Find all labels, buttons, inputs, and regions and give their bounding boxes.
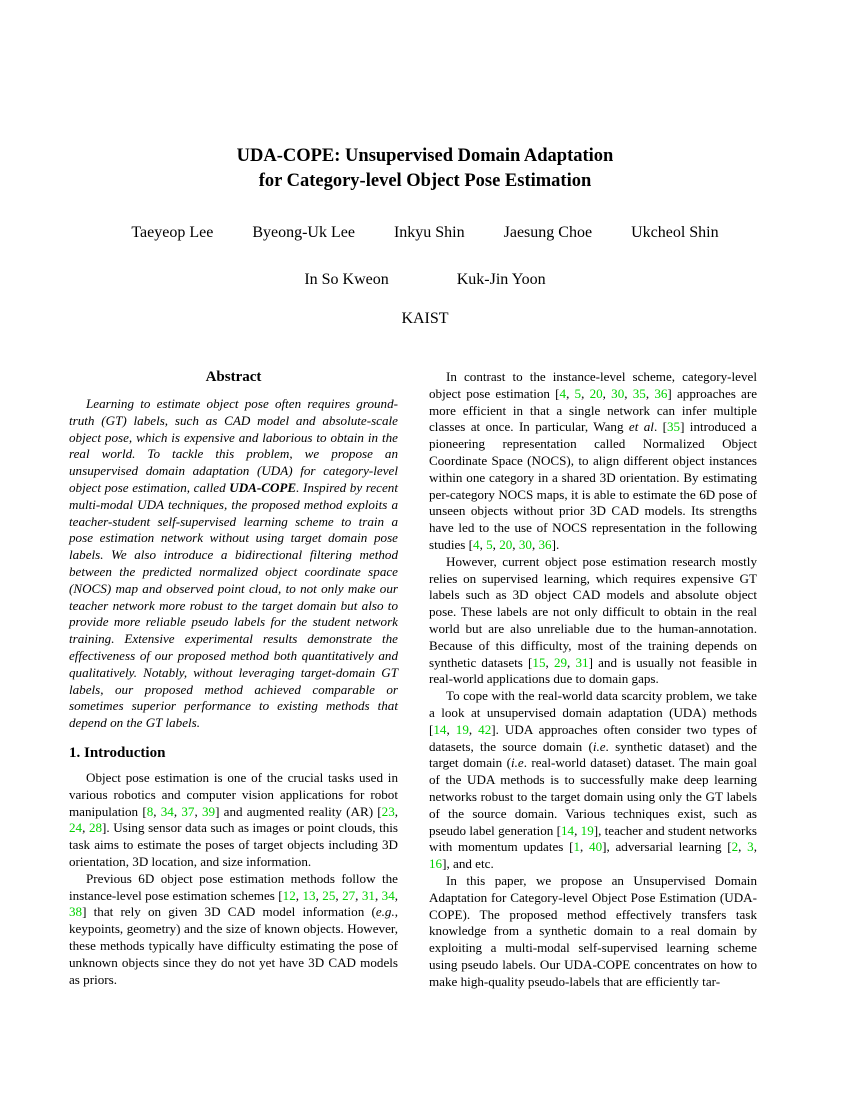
citation-link[interactable]: 19 xyxy=(455,721,469,737)
citation-link[interactable]: 12 xyxy=(282,887,296,903)
citation-link[interactable]: 38 xyxy=(69,904,83,920)
abstract-heading: Abstract xyxy=(205,369,262,385)
citation-link[interactable]: 30 xyxy=(518,536,532,552)
citation-link[interactable]: 25 xyxy=(322,887,336,903)
paragraph: In this paper, we propose an Unsupervised Domain Adaptation for Category-level Object Pose Estimation (UDA-COPE). The proposed method effectively transfers task knowledge from a synthetic domain to a real domain by exploiting a multi-modal self-supervised learning scheme using pseudo labels. Our UDA-COPE concentrates on how to make high-quality pseudo-labels that are efficiently tar- xyxy=(429,872,757,989)
citation-link[interactable]: 1 xyxy=(573,839,581,855)
citation-link[interactable]: 34 xyxy=(160,803,174,819)
citation-link[interactable]: 39 xyxy=(201,803,216,819)
paper-title xyxy=(0,144,850,194)
citation-link[interactable]: 31 xyxy=(575,654,589,670)
citation-link[interactable]: 5 xyxy=(486,536,493,552)
citation-list: 14, 19 xyxy=(561,822,594,838)
citation-list xyxy=(667,419,680,434)
citation-link[interactable]: 36 xyxy=(538,536,552,552)
author-name: Taeyeop Lee xyxy=(131,224,214,241)
citation-link[interactable]: 36 xyxy=(654,385,668,401)
citation-list: 14, 19, 42 xyxy=(433,721,492,737)
section-heading-introduction: 1. Introduction xyxy=(69,744,166,761)
abstract-text: Learning to estimate object pose often requires ground-truth (GT) labels, such as CAD model and absolute-scale object pose, which is expensive and laborious to obtain in the real world. To tackle this problem, we propose an unsupervised domain adaptation (UDA) for category-level object pose estimation, called UDA-COPE. Inspired by recent multi-modal UDA techniques, the proposed method exploits a teacher-student self-supervised learning scheme to train a pose estimation network without using target domain pose labels. We also introduce a bidirectional filtering method between the predicted normalized object coordinate space (NOCS) map and observed point cloud, to not only make our teacher network more robust to the target domain but also to provide more reliable pseudo labels for the student network training. Extensive experimental results demonstrate the effectiveness of our proposed method both quantitatively and qualitatively. Notably, without leveraging target-domain GT labels, our proposed method achieved comparable or sometimes superior performance to existing methods that depend on the GT labels. xyxy=(69,396,398,731)
citation-link[interactable]: 31 xyxy=(361,887,375,903)
method-name: UDA-COPE xyxy=(229,479,297,495)
citation-link[interactable]: 14 xyxy=(561,822,575,838)
citation-link[interactable]: 34 xyxy=(381,887,395,903)
citation-link[interactable]: 42 xyxy=(478,721,492,737)
citation-link[interactable]: 16 xyxy=(429,856,443,872)
citation-link[interactable]: 4 xyxy=(559,385,567,401)
paragraph: In contrast to the instance-level scheme, category-level object pose estimation [4, 5, 20, 30, 35, 36] approaches are more efficient in that a single network can infer multiple classes at once. In particular, Wang et al. [35] introduced a pioneering representation called Normalized Object Coordinate Space (NOCS), to align different object instances within one category in a shared 3D orientation. By estimating per-category NOCS maps, it is able to estimate the 6D pose of unseen objects without prior 3D CAD models. Its strengths have led to the use of NOCS representation in the following studies [4, 5, 20, 30, 36]. xyxy=(429,369,758,552)
left-column xyxy=(69,368,398,988)
author-row-1 xyxy=(0,224,850,242)
author-row-2 xyxy=(0,271,850,289)
title-line-2: for Category-level Object Pose Estimation xyxy=(258,171,592,191)
citation-list: 2, 3, 16 xyxy=(429,839,757,872)
paragraph: However, current object pose estimation research mostly relies on supervised learning, which requires expensive GT labels such as 3D object CAD models and absolute object pose. These labels are not only difficult to obtain in the real world but are also unreliable due to the human-annotation. Because of this difficulty, most of the training depends on synthetic datasets [15, 29, 31] and is usually not feasible in real-world applications due to domain gaps. xyxy=(429,553,758,687)
citation-link[interactable]: 8 xyxy=(146,803,154,819)
citation-link[interactable]: 14 xyxy=(433,721,447,737)
citation-link[interactable]: 35 xyxy=(632,385,646,401)
author-name: Jaesung Choe xyxy=(503,224,593,241)
citation-link[interactable]: 3 xyxy=(747,839,754,855)
citation-link[interactable]: 30 xyxy=(611,385,625,401)
right-column xyxy=(429,369,757,990)
author-name: Byeong-Uk Lee xyxy=(252,224,355,241)
citation-list: 4, 5, 20, 30, 35, 36 xyxy=(559,385,668,401)
citation-link[interactable]: 15 xyxy=(532,654,546,670)
citation-list: 12, 13, 25, 27, 31, 34, 38 xyxy=(69,887,399,920)
citation-list: 23, 24, 28 xyxy=(69,803,399,836)
citation-link[interactable]: 2 xyxy=(731,839,739,855)
title-line-1: UDA-COPE: Unsupervised Domain Adaptation xyxy=(236,146,614,166)
author-name: Kuk-Jin Yoon xyxy=(456,271,546,288)
citation-link[interactable]: 23 xyxy=(381,803,395,819)
citation-link[interactable]: 40 xyxy=(589,839,603,855)
citation-link[interactable]: 28 xyxy=(88,820,103,836)
citation-link[interactable]: 4 xyxy=(473,536,480,552)
affiliation: KAIST xyxy=(401,310,449,327)
citation-link[interactable]: 37 xyxy=(181,803,195,819)
author-name: Inkyu Shin xyxy=(393,224,465,241)
author-name: In So Kweon xyxy=(304,271,389,288)
citation-link[interactable]: 29 xyxy=(553,654,568,670)
citation-link[interactable]: 19 xyxy=(580,822,594,838)
citation-link[interactable]: 35 xyxy=(666,419,681,435)
citation-link[interactable]: 20 xyxy=(499,536,513,552)
citation-list: 8, 34, 37, 39 xyxy=(146,803,216,819)
paragraph: To cope with the real-world data scarcity problem, we take a look at unsupervised domain adaptation (UDA) methods [14, 19, 42]. UDA approaches often consider two types of datasets, the source domain (i.e. synthetic dataset) and the target domain (i.e. real-world dataset) dataset. The main goal of the UDA methods is to successfully make deep learning networks robust to the target domain using only the GT labels of the source domain. Various techniques exist, such as pseudo label generation [14, 19], teacher and student networks with momentum updates [1, 40], adversarial learning [2, 3, 16], and etc. xyxy=(429,688,758,872)
author-name: Ukcheol Shin xyxy=(631,224,719,241)
citation-link[interactable]: 13 xyxy=(302,887,316,903)
citation-list: 1, 40 xyxy=(573,839,603,855)
citation-list: 4, 5, 20, 30, 36 xyxy=(473,536,552,552)
citation-link[interactable]: 5 xyxy=(574,385,582,401)
citation-list: 15, 29, 31 xyxy=(532,654,589,670)
paragraph: Object pose estimation is one of the crucial tasks used in various robotics and computer vision applications for robot manipulation [8, 34, 37, 39] and augmented reality (AR) [23, 24, 28]. Using sensor data such as images or point clouds, this task aims to estimate the poses of target objects including 3D orientation, 3D location, and size information. xyxy=(69,769,399,869)
citation-link[interactable]: 20 xyxy=(589,385,603,401)
citation-link[interactable]: 24 xyxy=(69,820,83,836)
citation-link[interactable]: 27 xyxy=(342,887,356,903)
paragraph: Previous 6D object pose estimation methods follow the instance-level pose estimation schemes [12, 13, 25, 27, 31, 34, 38] that rely on given 3D CAD model information (e.g., keypoints, geometry) and the size of known objects. However, these methods typically have difficulty estimating the pose of unknown objects since they do not yet have 3D CAD models as priors. xyxy=(69,870,399,987)
